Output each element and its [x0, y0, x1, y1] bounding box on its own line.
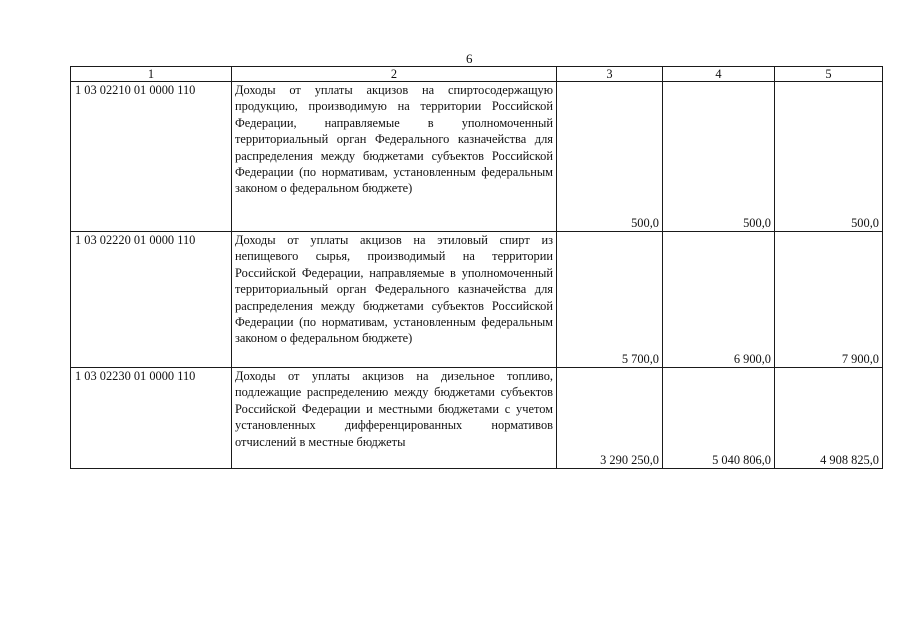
revenue-table: [70, 66, 883, 469]
value-col-4: 5 040 806,0: [663, 368, 775, 469]
value-col-3: 3 290 250,0: [557, 368, 663, 469]
revenue-description: Доходы от уплаты акцизов на этиловый спирт из непищевого сырья, производимый на территории Российской Федерации, направляемые в уполномоченный территориальный орган Федерального казначейства для распределения между бюджетами субъектов Российской Федерации (по нормативам, установленным федеральным законом о федеральном бюджете): [232, 232, 557, 368]
budget-code: 1 03 02220 01 0000 110: [71, 232, 232, 368]
table-row: [71, 232, 883, 368]
revenue-description: Доходы от уплаты акцизов на дизельное топливо, подлежащие распределению между бюджетами субъектов Российской Федерации и местными бюджетами с учетом установленных дифференцированных нормативов отчислений в местные бюджеты: [232, 368, 557, 469]
header-col-5: 5: [775, 67, 883, 82]
header-col-4: 4: [663, 67, 775, 82]
header-col-3: 3: [557, 67, 663, 82]
header-col-1: 1: [71, 67, 232, 82]
budget-code: 1 03 02210 01 0000 110: [71, 82, 232, 232]
value-col-5: 7 900,0: [775, 232, 883, 368]
revenue-description: Доходы от уплаты акцизов на спиртосодержащую продукцию, производимую на территории Российской Федерации, направляемые в уполномоченный территориальный орган Федерального казначейства для распределения между бюджетами субъектов Российской Федерации (по нормативам, установленным федеральным законом о федеральном бюджете): [232, 82, 557, 232]
table-body: [71, 82, 883, 469]
table-header: [71, 67, 883, 82]
table-row: [71, 368, 883, 469]
value-col-4: 6 900,0: [663, 232, 775, 368]
value-col-5: 500,0: [775, 82, 883, 232]
page-number: 6: [466, 51, 473, 66]
budget-code: 1 03 02230 01 0000 110: [71, 368, 232, 469]
value-col-3: 5 700,0: [557, 232, 663, 368]
header-col-2: 2: [232, 67, 557, 82]
value-col-5: 4 908 825,0: [775, 368, 883, 469]
table-row: [71, 82, 883, 232]
value-col-4: 500,0: [663, 82, 775, 232]
header-row: [71, 67, 883, 82]
value-col-3: 500,0: [557, 82, 663, 232]
